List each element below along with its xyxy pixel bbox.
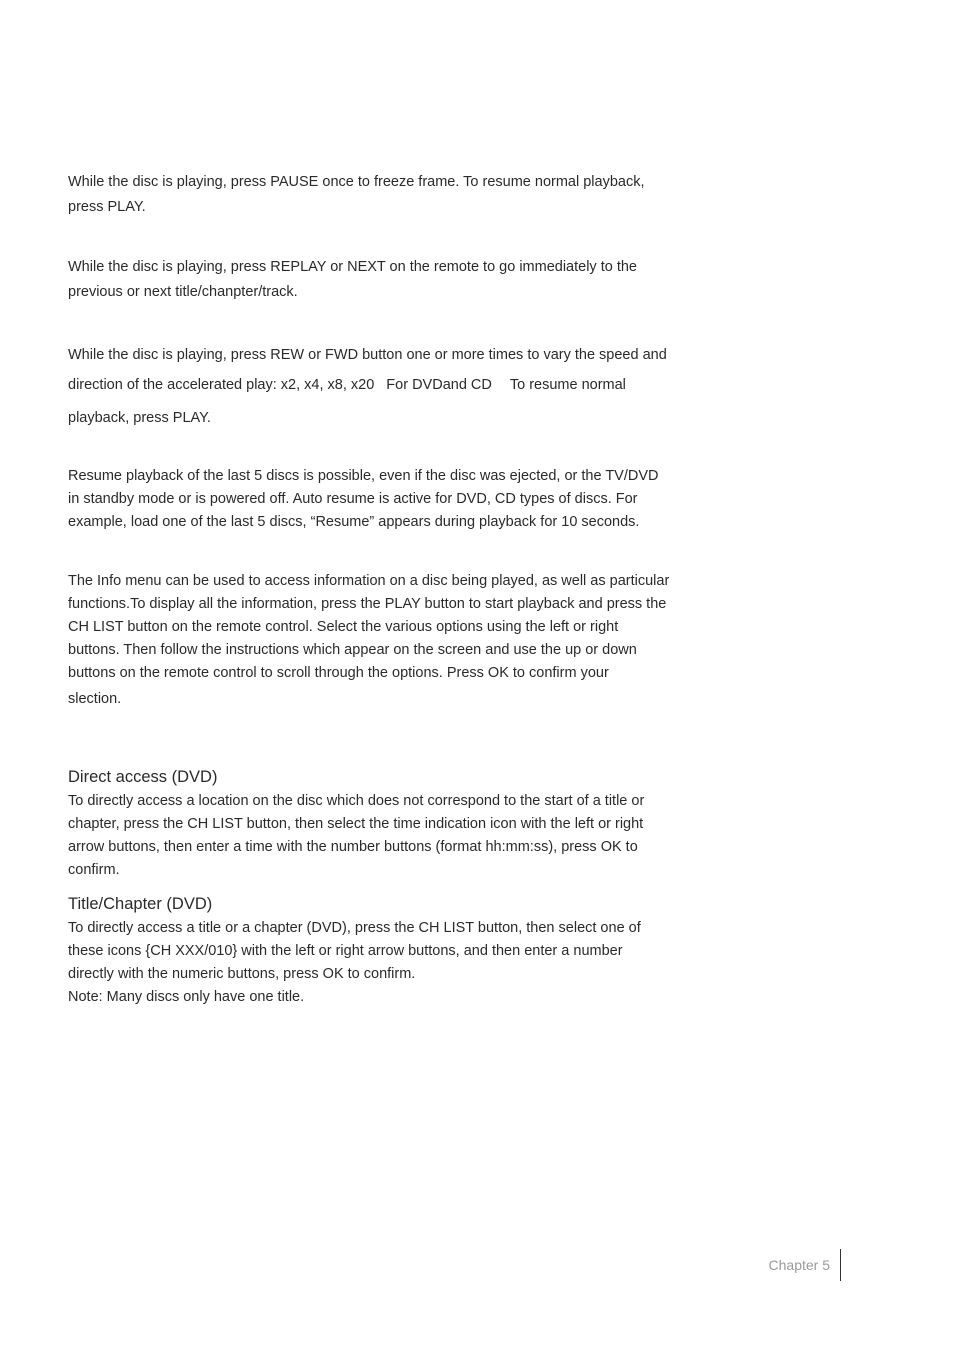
text-line: While the disc is playing, press PAUSE once to freeze frame. To resume normal playback, (68, 174, 645, 190)
text-line: arrow buttons, then enter a time with the number buttons (format hh:mm:ss), press OK to (68, 839, 638, 855)
text-line: confirm. (68, 862, 120, 878)
title-chapter-paragraph (68, 917, 688, 1009)
dvd-cd-note: For DVDand CD (386, 377, 492, 393)
text-line: While the disc is playing, press REW or FWD button one or more times to vary the speed and (68, 347, 667, 363)
resume-note: To resume normal (509, 377, 626, 393)
note-line: Note: Many discs only have one title. (68, 989, 305, 1005)
direct-access-heading: Direct access (DVD) (68, 768, 218, 786)
skip-paragraph (68, 255, 688, 305)
text-line: these icons {CH XXX/010} with the left or right arrow buttons, and then enter a number (68, 943, 623, 959)
text-line: buttons. Then follow the instructions which appear on the screen and use the up or down (68, 642, 637, 658)
search-speed-line (68, 370, 688, 400)
text-line: chapter, press the CH LIST button, then select the time indication icon with the left or right (68, 816, 644, 832)
text-line: playback, press PLAY. (68, 410, 211, 426)
title-chapter-heading: Title/Chapter (DVD) (68, 895, 213, 913)
text-line: To directly access a location on the disc which does not correspond to the start of a title or (68, 793, 645, 809)
chapter-label: Chapter 5 (768, 1257, 830, 1273)
info-paragraph (68, 570, 688, 711)
text-line: CH LIST button on the remote control. Select the various options using the left or right (68, 619, 619, 635)
text-line: press PLAY. (68, 199, 146, 215)
footer-divider (840, 1249, 841, 1281)
text-line: in standby mode or is powered off. Auto resume is active for DVD, CD types of discs. For (68, 491, 638, 507)
resume-paragraph (68, 465, 688, 534)
text-line: functions.To display all the information, press the PLAY button to start playback and press the (68, 596, 667, 612)
text-line: While the disc is playing, press REPLAY or NEXT on the remote to go immediately to the (68, 259, 637, 275)
text-line: example, load one of the last 5 discs, “Resume” appears during playback for 10 seconds. (68, 514, 640, 530)
speed-options-text: direction of the accelerated play: x2, x4, x8, x20 (68, 377, 375, 393)
text-line: The Info menu can be used to access information on a disc being played, as well as particular (68, 573, 670, 589)
text-line: buttons on the remote control to scroll through the options. Press OK to confirm your (68, 665, 609, 681)
text-line: previous or next title/chanpter/track. (68, 284, 298, 300)
text-line: To directly access a title or a chapter (DVD), press the CH LIST button, then select one of (68, 920, 641, 936)
direct-access-paragraph (68, 790, 688, 882)
text-line: Resume playback of the last 5 discs is possible, even if the disc was ejected, or the TV/DVD (68, 468, 659, 484)
pause-paragraph (68, 170, 688, 220)
text-line: directly with the numeric buttons, press OK to confirm. (68, 966, 416, 982)
text-line: slection. (68, 691, 122, 707)
search-paragraph (68, 340, 688, 433)
